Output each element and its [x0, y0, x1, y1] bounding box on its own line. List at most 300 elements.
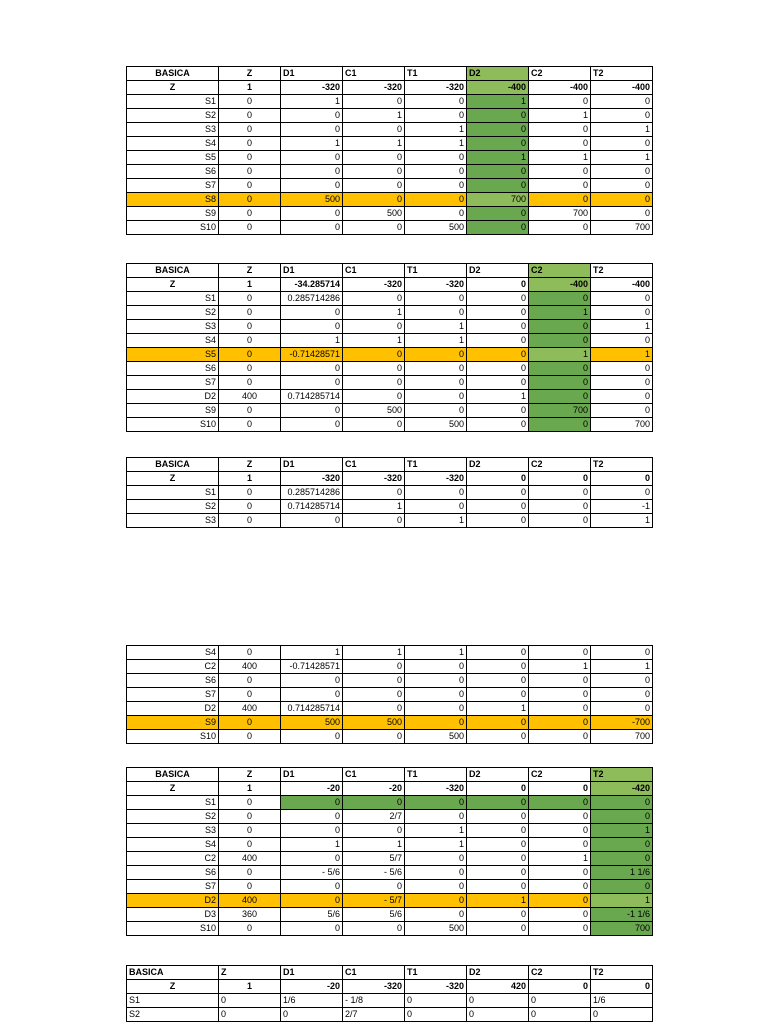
value-cell[interactable]: 0 — [467, 376, 529, 390]
value-cell[interactable]: 0 — [591, 292, 653, 306]
value-cell[interactable]: 0 — [529, 838, 591, 852]
basic-variable-cell[interactable]: D2 — [127, 702, 219, 716]
value-cell[interactable]: 420 — [467, 980, 529, 994]
value-cell[interactable]: 0 — [591, 207, 653, 221]
value-cell[interactable]: 0.714285714 — [281, 390, 343, 404]
value-cell[interactable]: 0 — [591, 880, 653, 894]
value-cell[interactable]: 0 — [467, 179, 529, 193]
value-cell[interactable]: 1 — [281, 646, 343, 660]
header-cell[interactable]: T1 — [405, 264, 467, 278]
value-cell[interactable]: 2/7 — [343, 810, 405, 824]
value-cell[interactable]: 0 — [529, 880, 591, 894]
header-cell[interactable]: Z — [219, 768, 281, 782]
value-cell[interactable]: 1 — [405, 824, 467, 838]
value-cell[interactable]: 1 — [529, 109, 591, 123]
value-cell[interactable]: 1 — [591, 151, 653, 165]
value-cell[interactable]: 0 — [405, 894, 467, 908]
header-cell[interactable]: BASICA — [127, 458, 219, 472]
value-cell[interactable]: 0 — [591, 362, 653, 376]
basic-variable-cell[interactable]: S10 — [127, 730, 219, 744]
value-cell[interactable]: -420 — [591, 782, 653, 796]
value-cell[interactable]: 0 — [591, 404, 653, 418]
value-cell[interactable]: 0 — [343, 730, 405, 744]
value-cell[interactable]: 1 — [467, 894, 529, 908]
header-cell[interactable]: C1 — [343, 768, 405, 782]
value-cell[interactable]: 1 — [343, 306, 405, 320]
header-cell[interactable]: BASICA — [127, 966, 219, 980]
value-cell[interactable]: -20 — [281, 782, 343, 796]
value-cell[interactable]: 0 — [405, 1008, 467, 1022]
value-cell[interactable]: 0 — [281, 880, 343, 894]
value-cell[interactable]: 0 — [281, 824, 343, 838]
value-cell[interactable]: 0 — [467, 994, 529, 1008]
value-cell[interactable]: -320 — [343, 472, 405, 486]
basic-variable-cell[interactable]: S7 — [127, 179, 219, 193]
basic-variable-cell[interactable]: S5 — [127, 151, 219, 165]
value-cell[interactable]: 0 — [219, 165, 281, 179]
value-cell[interactable]: 0 — [591, 646, 653, 660]
value-cell[interactable]: 1 — [529, 306, 591, 320]
value-cell[interactable]: 0 — [529, 123, 591, 137]
basic-variable-cell[interactable]: S5 — [127, 348, 219, 362]
basic-variable-cell[interactable]: Z — [127, 472, 219, 486]
value-cell[interactable]: 0 — [343, 486, 405, 500]
value-cell[interactable]: 0 — [467, 221, 529, 235]
value-cell[interactable]: 500 — [343, 404, 405, 418]
value-cell[interactable]: 0 — [405, 660, 467, 674]
basic-variable-cell[interactable]: S3 — [127, 824, 219, 838]
value-cell[interactable]: 0 — [281, 207, 343, 221]
value-cell[interactable]: 0 — [405, 908, 467, 922]
value-cell[interactable]: 0 — [219, 404, 281, 418]
value-cell[interactable]: -1 — [591, 500, 653, 514]
basic-variable-cell[interactable]: S4 — [127, 334, 219, 348]
value-cell[interactable]: -320 — [405, 472, 467, 486]
value-cell[interactable]: 5/7 — [343, 852, 405, 866]
header-cell[interactable]: BASICA — [127, 67, 219, 81]
value-cell[interactable]: 0 — [591, 980, 653, 994]
value-cell[interactable]: 0 — [343, 824, 405, 838]
basic-variable-cell[interactable]: S1 — [127, 292, 219, 306]
value-cell[interactable]: - 5/7 — [343, 894, 405, 908]
value-cell[interactable]: 0.285714286 — [281, 486, 343, 500]
value-cell[interactable]: 500 — [281, 716, 343, 730]
value-cell[interactable]: 0 — [591, 472, 653, 486]
value-cell[interactable]: 1 — [591, 894, 653, 908]
value-cell[interactable]: 0 — [405, 486, 467, 500]
value-cell[interactable]: 0 — [219, 193, 281, 207]
value-cell[interactable]: 0 — [405, 702, 467, 716]
value-cell[interactable]: 1 — [591, 514, 653, 528]
value-cell[interactable]: 0 — [405, 292, 467, 306]
value-cell[interactable]: -320 — [281, 81, 343, 95]
basic-variable-cell[interactable]: S6 — [127, 674, 219, 688]
value-cell[interactable]: 0 — [591, 702, 653, 716]
value-cell[interactable]: -34.285714 — [281, 278, 343, 292]
value-cell[interactable]: 0 — [219, 348, 281, 362]
value-cell[interactable]: 0 — [281, 730, 343, 744]
value-cell[interactable]: 0 — [529, 376, 591, 390]
value-cell[interactable]: 0.714285714 — [281, 500, 343, 514]
value-cell[interactable]: 1 — [529, 852, 591, 866]
header-cell[interactable]: T2 — [591, 67, 653, 81]
value-cell[interactable]: 0 — [343, 674, 405, 688]
value-cell[interactable]: 0 — [219, 796, 281, 810]
value-cell[interactable]: 0 — [343, 292, 405, 306]
value-cell[interactable]: 1 — [219, 472, 281, 486]
value-cell[interactable]: 0 — [405, 852, 467, 866]
value-cell[interactable]: -20 — [343, 782, 405, 796]
value-cell[interactable]: 500 — [343, 716, 405, 730]
value-cell[interactable]: 0 — [529, 782, 591, 796]
value-cell[interactable]: 0 — [219, 179, 281, 193]
value-cell[interactable]: 0 — [405, 362, 467, 376]
value-cell[interactable]: -320 — [405, 278, 467, 292]
value-cell[interactable]: 0 — [467, 348, 529, 362]
value-cell[interactable]: 0 — [219, 109, 281, 123]
value-cell[interactable]: 0 — [343, 123, 405, 137]
value-cell[interactable]: 0 — [405, 994, 467, 1008]
value-cell[interactable]: 0 — [467, 716, 529, 730]
basic-variable-cell[interactable]: S9 — [127, 207, 219, 221]
value-cell[interactable]: 1 — [405, 320, 467, 334]
value-cell[interactable]: 0 — [405, 376, 467, 390]
value-cell[interactable]: 0 — [467, 165, 529, 179]
value-cell[interactable]: 0 — [529, 894, 591, 908]
header-cell[interactable]: BASICA — [127, 768, 219, 782]
header-cell[interactable]: T2 — [591, 458, 653, 472]
value-cell[interactable]: 0 — [343, 514, 405, 528]
value-cell[interactable]: 1 — [219, 278, 281, 292]
value-cell[interactable]: 5/6 — [281, 908, 343, 922]
value-cell[interactable]: 0 — [281, 221, 343, 235]
value-cell[interactable]: 0 — [405, 810, 467, 824]
value-cell[interactable]: 0 — [343, 376, 405, 390]
value-cell[interactable]: 0 — [219, 221, 281, 235]
header-cell[interactable]: D1 — [281, 768, 343, 782]
value-cell[interactable]: 0 — [405, 716, 467, 730]
value-cell[interactable]: 0 — [529, 702, 591, 716]
basic-variable-cell[interactable]: S10 — [127, 221, 219, 235]
value-cell[interactable]: 0 — [405, 193, 467, 207]
value-cell[interactable]: 0 — [591, 334, 653, 348]
value-cell[interactable]: 0 — [405, 866, 467, 880]
value-cell[interactable]: -1 1/6 — [591, 908, 653, 922]
basic-variable-cell[interactable]: S1 — [127, 796, 219, 810]
header-cell[interactable]: D1 — [281, 67, 343, 81]
value-cell[interactable]: 700 — [591, 730, 653, 744]
basic-variable-cell[interactable]: S6 — [127, 362, 219, 376]
value-cell[interactable]: 0 — [467, 137, 529, 151]
basic-variable-cell[interactable]: S2 — [127, 500, 219, 514]
basic-variable-cell[interactable]: S6 — [127, 866, 219, 880]
header-cell[interactable]: T2 — [591, 264, 653, 278]
value-cell[interactable]: 0 — [529, 472, 591, 486]
value-cell[interactable]: 0 — [219, 486, 281, 500]
value-cell[interactable]: 0 — [343, 390, 405, 404]
value-cell[interactable]: 0 — [281, 688, 343, 702]
header-cell[interactable]: Z — [219, 458, 281, 472]
value-cell[interactable]: 0 — [219, 810, 281, 824]
basic-variable-cell[interactable]: S2 — [127, 1008, 219, 1022]
value-cell[interactable]: -320 — [405, 980, 467, 994]
value-cell[interactable]: 1/6 — [281, 994, 343, 1008]
value-cell[interactable]: 0 — [591, 674, 653, 688]
value-cell[interactable]: 1/6 — [591, 994, 653, 1008]
value-cell[interactable]: 0 — [529, 866, 591, 880]
value-cell[interactable]: 700 — [591, 418, 653, 432]
value-cell[interactable]: 0 — [219, 838, 281, 852]
value-cell[interactable]: 0 — [219, 824, 281, 838]
basic-variable-cell[interactable]: S7 — [127, 376, 219, 390]
basic-variable-cell[interactable]: S3 — [127, 514, 219, 528]
value-cell[interactable]: 0 — [343, 151, 405, 165]
basic-variable-cell[interactable]: S8 — [127, 193, 219, 207]
value-cell[interactable]: 0 — [343, 660, 405, 674]
basic-variable-cell[interactable]: S9 — [127, 404, 219, 418]
value-cell[interactable]: 0 — [219, 334, 281, 348]
header-cell[interactable]: D2 — [467, 966, 529, 980]
header-cell[interactable]: T1 — [405, 67, 467, 81]
value-cell[interactable]: 0 — [281, 404, 343, 418]
value-cell[interactable]: 0 — [529, 716, 591, 730]
value-cell[interactable]: 0 — [405, 109, 467, 123]
value-cell[interactable]: 700 — [467, 193, 529, 207]
value-cell[interactable]: 0 — [529, 796, 591, 810]
value-cell[interactable]: 0 — [467, 810, 529, 824]
value-cell[interactable]: 0 — [529, 320, 591, 334]
value-cell[interactable]: 0 — [529, 824, 591, 838]
value-cell[interactable]: 0 — [281, 123, 343, 137]
value-cell[interactable]: 0 — [467, 866, 529, 880]
value-cell[interactable]: 0 — [343, 165, 405, 179]
value-cell[interactable]: 0 — [467, 514, 529, 528]
value-cell[interactable]: 0 — [467, 922, 529, 936]
value-cell[interactable]: 0 — [529, 486, 591, 500]
value-cell[interactable]: 0 — [219, 362, 281, 376]
basic-variable-cell[interactable]: Z — [127, 81, 219, 95]
value-cell[interactable]: -400 — [467, 81, 529, 95]
value-cell[interactable]: 0 — [467, 1008, 529, 1022]
value-cell[interactable]: 0 — [529, 646, 591, 660]
value-cell[interactable]: 0 — [467, 207, 529, 221]
value-cell[interactable]: 0 — [591, 193, 653, 207]
value-cell[interactable]: 1 — [219, 980, 281, 994]
value-cell[interactable]: 0 — [219, 151, 281, 165]
value-cell[interactable]: 0 — [591, 838, 653, 852]
value-cell[interactable]: 0 — [281, 514, 343, 528]
value-cell[interactable]: 0 — [281, 109, 343, 123]
value-cell[interactable]: 0 — [529, 514, 591, 528]
value-cell[interactable]: 700 — [591, 922, 653, 936]
value-cell[interactable]: 1 — [219, 782, 281, 796]
value-cell[interactable]: 0 — [467, 278, 529, 292]
value-cell[interactable]: 2/7 — [343, 1008, 405, 1022]
header-cell[interactable]: D2 — [467, 264, 529, 278]
value-cell[interactable]: -320 — [405, 81, 467, 95]
value-cell[interactable]: 0 — [219, 922, 281, 936]
value-cell[interactable]: 1 — [281, 95, 343, 109]
basic-variable-cell[interactable]: S4 — [127, 646, 219, 660]
header-cell[interactable]: C1 — [343, 264, 405, 278]
basic-variable-cell[interactable]: S2 — [127, 810, 219, 824]
value-cell[interactable]: 500 — [405, 418, 467, 432]
value-cell[interactable]: 0 — [405, 796, 467, 810]
value-cell[interactable]: 0 — [591, 376, 653, 390]
value-cell[interactable]: -320 — [343, 980, 405, 994]
header-cell[interactable]: T2 — [591, 768, 653, 782]
value-cell[interactable]: 1 — [405, 137, 467, 151]
value-cell[interactable]: -20 — [281, 980, 343, 994]
value-cell[interactable]: 0 — [343, 702, 405, 716]
value-cell[interactable]: 0 — [467, 292, 529, 306]
value-cell[interactable]: -400 — [591, 278, 653, 292]
value-cell[interactable]: -0.71428571 — [281, 660, 343, 674]
value-cell[interactable]: 0 — [405, 880, 467, 894]
value-cell[interactable]: -400 — [591, 81, 653, 95]
value-cell[interactable]: 0 — [219, 994, 281, 1008]
value-cell[interactable]: 0 — [219, 514, 281, 528]
value-cell[interactable]: 0 — [343, 418, 405, 432]
value-cell[interactable]: 0 — [343, 922, 405, 936]
value-cell[interactable]: 1 — [467, 390, 529, 404]
value-cell[interactable]: 0 — [281, 894, 343, 908]
value-cell[interactable]: -400 — [529, 81, 591, 95]
value-cell[interactable]: 0 — [405, 179, 467, 193]
value-cell[interactable]: 0 — [467, 782, 529, 796]
basic-variable-cell[interactable]: S9 — [127, 716, 219, 730]
value-cell[interactable]: 400 — [219, 660, 281, 674]
value-cell[interactable]: 0 — [219, 1008, 281, 1022]
value-cell[interactable]: 0 — [343, 688, 405, 702]
value-cell[interactable]: 0 — [343, 221, 405, 235]
basic-variable-cell[interactable]: Z — [127, 782, 219, 796]
value-cell[interactable]: 0 — [343, 362, 405, 376]
value-cell[interactable]: 0 — [591, 796, 653, 810]
value-cell[interactable]: 0 — [343, 179, 405, 193]
header-cell[interactable]: D1 — [281, 966, 343, 980]
value-cell[interactable]: 1 — [529, 151, 591, 165]
value-cell[interactable]: 0 — [529, 95, 591, 109]
value-cell[interactable]: 0 — [467, 486, 529, 500]
value-cell[interactable]: - 1/8 — [343, 994, 405, 1008]
value-cell[interactable]: 0 — [281, 674, 343, 688]
basic-variable-cell[interactable]: S1 — [127, 994, 219, 1008]
value-cell[interactable]: 0 — [591, 179, 653, 193]
value-cell[interactable]: 0 — [219, 716, 281, 730]
basic-variable-cell[interactable]: S10 — [127, 922, 219, 936]
value-cell[interactable]: 1 — [405, 838, 467, 852]
value-cell[interactable]: 0 — [529, 1008, 591, 1022]
value-cell[interactable]: 0 — [591, 109, 653, 123]
header-cell[interactable]: C1 — [343, 966, 405, 980]
value-cell[interactable]: 1 — [467, 151, 529, 165]
value-cell[interactable]: 0 — [529, 362, 591, 376]
header-cell[interactable]: C2 — [529, 264, 591, 278]
value-cell[interactable]: 0 — [343, 193, 405, 207]
value-cell[interactable]: 1 — [219, 81, 281, 95]
value-cell[interactable]: 0 — [467, 908, 529, 922]
value-cell[interactable]: 0 — [467, 646, 529, 660]
header-cell[interactable]: C2 — [529, 966, 591, 980]
value-cell[interactable]: 0 — [219, 688, 281, 702]
value-cell[interactable]: 0 — [529, 390, 591, 404]
value-cell[interactable]: 0 — [219, 866, 281, 880]
value-cell[interactable]: 0 — [591, 95, 653, 109]
value-cell[interactable]: 0 — [529, 418, 591, 432]
value-cell[interactable]: 0 — [591, 306, 653, 320]
value-cell[interactable]: 400 — [219, 852, 281, 866]
value-cell[interactable]: 0 — [591, 165, 653, 179]
value-cell[interactable]: 0 — [281, 796, 343, 810]
value-cell[interactable]: 0 — [529, 165, 591, 179]
basic-variable-cell[interactable]: C2 — [127, 660, 219, 674]
value-cell[interactable]: 1 — [529, 660, 591, 674]
value-cell[interactable]: 0 — [281, 179, 343, 193]
value-cell[interactable]: 0 — [405, 306, 467, 320]
header-cell[interactable]: BASICA — [127, 264, 219, 278]
value-cell[interactable]: 0 — [219, 376, 281, 390]
basic-variable-cell[interactable]: S7 — [127, 688, 219, 702]
value-cell[interactable]: 0 — [529, 810, 591, 824]
value-cell[interactable]: 0 — [219, 674, 281, 688]
header-cell[interactable]: C2 — [529, 768, 591, 782]
header-cell[interactable]: C1 — [343, 458, 405, 472]
header-cell[interactable]: Z — [219, 264, 281, 278]
value-cell[interactable]: 0 — [281, 1008, 343, 1022]
value-cell[interactable]: 0 — [529, 193, 591, 207]
value-cell[interactable]: 0 — [467, 123, 529, 137]
value-cell[interactable]: 0 — [529, 292, 591, 306]
value-cell[interactable]: 700 — [529, 404, 591, 418]
value-cell[interactable]: - 5/6 — [343, 866, 405, 880]
value-cell[interactable]: 1 — [343, 334, 405, 348]
value-cell[interactable]: 0 — [529, 674, 591, 688]
value-cell[interactable]: 1 — [591, 320, 653, 334]
value-cell[interactable]: 0 — [219, 880, 281, 894]
value-cell[interactable]: 0 — [219, 500, 281, 514]
value-cell[interactable]: 0 — [467, 730, 529, 744]
value-cell[interactable]: 500 — [405, 221, 467, 235]
value-cell[interactable]: 0 — [591, 688, 653, 702]
basic-variable-cell[interactable]: Z — [127, 980, 219, 994]
value-cell[interactable]: -700 — [591, 716, 653, 730]
value-cell[interactable]: 0 — [343, 320, 405, 334]
value-cell[interactable]: 0 — [405, 165, 467, 179]
value-cell[interactable]: 0 — [529, 730, 591, 744]
value-cell[interactable]: -320 — [281, 472, 343, 486]
basic-variable-cell[interactable]: S7 — [127, 880, 219, 894]
value-cell[interactable]: 1 — [405, 123, 467, 137]
value-cell[interactable]: 0 — [467, 838, 529, 852]
value-cell[interactable]: 0 — [467, 334, 529, 348]
header-cell[interactable]: D2 — [467, 458, 529, 472]
value-cell[interactable]: 1 — [405, 514, 467, 528]
value-cell[interactable]: 0 — [467, 306, 529, 320]
value-cell[interactable]: 400 — [219, 894, 281, 908]
value-cell[interactable]: 0 — [467, 880, 529, 894]
value-cell[interactable]: 0 — [467, 796, 529, 810]
value-cell[interactable]: 0 — [529, 179, 591, 193]
value-cell[interactable]: 0 — [529, 688, 591, 702]
value-cell[interactable]: 0 — [467, 674, 529, 688]
value-cell[interactable]: 0 — [591, 810, 653, 824]
value-cell[interactable]: 1 — [343, 500, 405, 514]
basic-variable-cell[interactable]: S2 — [127, 306, 219, 320]
value-cell[interactable]: 0 — [467, 404, 529, 418]
value-cell[interactable]: 0 — [281, 306, 343, 320]
value-cell[interactable]: 1 — [591, 123, 653, 137]
